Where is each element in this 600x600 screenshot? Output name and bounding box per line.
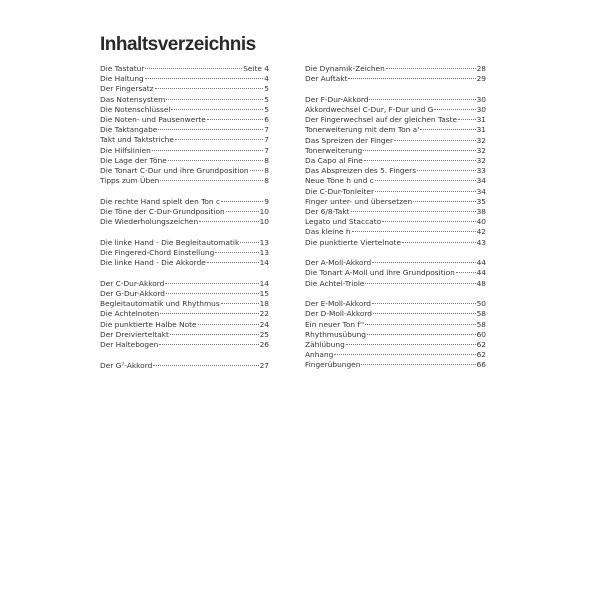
dot-leader bbox=[413, 201, 475, 202]
toc-entry-title: Tipps zum Üben bbox=[100, 176, 160, 186]
toc-entry-page: 7 bbox=[264, 145, 269, 155]
toc-entry bbox=[305, 330, 486, 340]
toc-entry-page: 31 bbox=[476, 115, 486, 125]
dot-leader bbox=[226, 211, 259, 212]
toc-group bbox=[100, 361, 269, 371]
toc-entry-title: Die linke Hand - Die Akkorde bbox=[100, 258, 206, 268]
toc-entry-page: 5 bbox=[264, 94, 269, 104]
dot-leader bbox=[363, 150, 475, 151]
toc-entry-title: Der C-Dur-Akkord bbox=[100, 278, 165, 288]
toc-entry-page: 26 bbox=[259, 340, 269, 349]
toc-entry bbox=[100, 289, 269, 299]
toc-entry-title: Die Töne der C-Dur-Grundposition bbox=[100, 206, 225, 216]
dot-leader bbox=[372, 303, 476, 304]
toc-entry-title: Die Fingered-Chord Einstellung bbox=[100, 248, 215, 257]
toc-entry bbox=[100, 176, 269, 186]
toc-entry bbox=[305, 64, 486, 74]
toc-entry-title: Die Notenschlüssel bbox=[100, 104, 171, 114]
dot-leader bbox=[373, 313, 476, 314]
toc-entry-page: 5 bbox=[264, 104, 269, 114]
toc-entry-page: 43 bbox=[476, 237, 486, 247]
toc-entry bbox=[100, 309, 269, 319]
toc-entry bbox=[305, 258, 486, 268]
toc-entry-title: Zählübung bbox=[305, 340, 345, 349]
toc-entry-page: 32 bbox=[476, 145, 486, 155]
dot-leader bbox=[434, 109, 475, 110]
toc-entry bbox=[305, 74, 486, 84]
toc-entry bbox=[100, 217, 269, 227]
toc-entry-title: Da Capo al Fine bbox=[305, 156, 363, 165]
dot-leader bbox=[386, 68, 476, 69]
toc-entry bbox=[305, 360, 486, 370]
toc-entry-page: 33 bbox=[476, 166, 486, 176]
toc-group bbox=[100, 197, 269, 228]
toc-entry-title: Die Dynamik-Zeichen bbox=[305, 64, 385, 73]
dot-leader bbox=[365, 283, 475, 284]
toc-entry-title: Tonerweiterung bbox=[305, 145, 363, 155]
toc-entry-page: 66 bbox=[476, 360, 486, 370]
toc-entry-page: 29 bbox=[476, 74, 486, 84]
toc-entry bbox=[305, 309, 486, 319]
toc-entry-page: 27 bbox=[259, 360, 269, 370]
toc-entry-page: 58 bbox=[476, 309, 486, 319]
toc-entry-page: 15 bbox=[259, 289, 269, 299]
toc-entry-title: Der A-Moll-Akkord bbox=[305, 258, 372, 268]
toc-entry bbox=[100, 74, 269, 84]
toc-entry-title: Der Fingersatz bbox=[100, 84, 154, 94]
toc-entry-page: 34 bbox=[476, 186, 486, 196]
dot-leader bbox=[458, 119, 476, 120]
toc-entry-page: 30 bbox=[476, 105, 486, 115]
dot-leader bbox=[160, 313, 258, 314]
dot-leader bbox=[240, 242, 258, 243]
dot-leader bbox=[207, 119, 264, 120]
toc-entry-title: Die rechte Hand spielt den Ton c bbox=[100, 196, 221, 206]
toc-entry-title: Finger unter- und übersetzen bbox=[305, 196, 413, 206]
dot-leader bbox=[221, 303, 259, 304]
dot-leader bbox=[152, 150, 263, 151]
toc-entry bbox=[100, 320, 269, 330]
toc-entry bbox=[305, 238, 486, 248]
toc-entry-page: 7 bbox=[264, 135, 269, 145]
toc-entry bbox=[100, 84, 269, 94]
toc-entry bbox=[305, 320, 486, 330]
toc-entry-page: 35 bbox=[476, 196, 486, 206]
toc-entry-page: 28 bbox=[476, 64, 486, 73]
toc-entry-title: Die Tonart C-Dur und ihre Grundposition bbox=[100, 165, 249, 175]
toc-entry-page: 25 bbox=[259, 329, 269, 339]
dot-leader bbox=[402, 242, 476, 243]
dot-leader bbox=[364, 160, 476, 161]
dot-leader bbox=[417, 170, 476, 171]
toc-entry bbox=[305, 187, 486, 197]
toc-entry-page: 6 bbox=[264, 114, 269, 124]
dot-leader bbox=[171, 109, 263, 110]
toc-entry bbox=[100, 258, 269, 268]
toc-entry bbox=[100, 115, 269, 125]
toc-entry-title: Das Abspreizen des 5. Fingers bbox=[305, 166, 417, 176]
dot-leader bbox=[346, 344, 476, 345]
toc-entry bbox=[305, 95, 486, 105]
dot-leader bbox=[165, 283, 258, 284]
toc-entry-page: 31 bbox=[476, 125, 486, 135]
toc-entry-title: Akkordwechsel C-Dur, F-Dur und G bbox=[305, 105, 434, 115]
toc-entry-title: Die punktierte Viertelnote bbox=[305, 237, 401, 247]
toc-entry-title: Der E-Moll-Akkord bbox=[305, 299, 371, 309]
toc-left-column bbox=[100, 64, 269, 381]
dot-leader bbox=[155, 88, 264, 89]
toc-entry-title: Rhythmusübung bbox=[305, 329, 366, 339]
toc-entry bbox=[100, 279, 269, 289]
dot-leader bbox=[160, 180, 263, 181]
dot-leader bbox=[351, 211, 476, 212]
toc-entry-title: Takt und Taktstriche bbox=[100, 135, 174, 145]
toc-entry-title: Die Tonart A-Moll und ihre Grundposition bbox=[305, 268, 455, 278]
toc-entry-page: 10 bbox=[259, 206, 269, 216]
toc-entry bbox=[100, 207, 269, 217]
toc-entry-page: 5 bbox=[264, 84, 269, 94]
toc-entry bbox=[305, 197, 486, 207]
toc-entry bbox=[100, 105, 269, 115]
toc-entry-page: 14 bbox=[259, 258, 269, 268]
dot-leader bbox=[372, 262, 475, 263]
toc-entry-title: Der Dreivierteltakt bbox=[100, 329, 169, 339]
toc-entry-title: Die Hilfslinien bbox=[100, 145, 151, 155]
toc-entry bbox=[100, 361, 269, 371]
toc-entry bbox=[100, 95, 269, 105]
toc-entry-title: Legato und Staccato bbox=[305, 217, 382, 227]
dot-leader bbox=[334, 354, 475, 355]
toc-group bbox=[305, 95, 486, 248]
toc-entry bbox=[100, 135, 269, 145]
toc-group bbox=[100, 64, 269, 186]
toc-entry bbox=[100, 299, 269, 309]
toc-group bbox=[100, 238, 269, 269]
dot-leader bbox=[145, 68, 242, 69]
dot-leader bbox=[175, 139, 263, 140]
toc-entry bbox=[100, 146, 269, 156]
dot-leader bbox=[365, 324, 476, 325]
toc-entry bbox=[100, 64, 269, 74]
toc-entry-title: Die C-Dur-Tonleiter bbox=[305, 186, 374, 196]
toc-entry-page: 8 bbox=[264, 176, 269, 186]
toc-entry-page: 60 bbox=[476, 329, 486, 339]
toc-entry-page: 32 bbox=[476, 135, 486, 145]
toc-entry-title: Tonerweiterung mit dem Ton a' bbox=[305, 125, 420, 135]
dot-leader bbox=[348, 78, 475, 79]
toc-entry bbox=[305, 227, 486, 237]
toc-entry-title: Der D-Moll-Akkord bbox=[305, 309, 372, 319]
toc-entry-page: 8 bbox=[264, 165, 269, 175]
toc-entry-title: Anhang bbox=[305, 350, 334, 360]
dot-leader bbox=[153, 365, 258, 366]
toc-entry-title: Das Spreizen der Finger bbox=[305, 135, 394, 145]
toc-entry bbox=[100, 156, 269, 166]
dot-leader bbox=[198, 324, 259, 325]
toc-entry-page: 14 bbox=[259, 278, 269, 288]
toc-entry-title: Die Tastatur bbox=[100, 64, 145, 73]
toc-entry-page: Seite 4 bbox=[243, 64, 269, 73]
toc-entry-title: Der Auftakt bbox=[305, 74, 348, 84]
toc-entry-page: 34 bbox=[476, 176, 486, 186]
dot-leader bbox=[221, 201, 263, 202]
toc-entry-title: Das kleine h bbox=[305, 227, 351, 237]
toc-entry-page: 13 bbox=[259, 248, 269, 257]
toc-entry-title: Die Achtel-Triole bbox=[305, 278, 365, 288]
toc-entry-page: 62 bbox=[476, 350, 486, 360]
toc-entry bbox=[305, 105, 486, 115]
dot-leader bbox=[158, 129, 263, 130]
toc-entry-page: 40 bbox=[476, 217, 486, 227]
toc-entry-page: 22 bbox=[259, 309, 269, 319]
toc-entry-page: 8 bbox=[264, 155, 269, 165]
toc-entry-title: Die Noten- und Pausenwerte bbox=[100, 114, 206, 124]
toc-entry-page: 48 bbox=[476, 278, 486, 288]
toc-entry-title: Fingerübungen bbox=[305, 360, 361, 370]
toc-entry-title: Der G-Dur-Akkord bbox=[100, 289, 165, 299]
toc-entry bbox=[305, 176, 486, 186]
toc-entry bbox=[305, 268, 486, 278]
toc-entry-title: Neue Töne h und c bbox=[305, 176, 374, 186]
toc-entry-title: Die Wiederholungszeichen bbox=[100, 217, 199, 227]
toc-entry bbox=[305, 136, 486, 146]
toc-group bbox=[305, 64, 486, 84]
dot-leader bbox=[166, 293, 259, 294]
toc-group bbox=[100, 279, 269, 350]
toc-entry-page: 58 bbox=[476, 319, 486, 329]
dot-leader bbox=[207, 262, 259, 263]
toc-entry-page: 44 bbox=[476, 268, 486, 278]
toc-entry bbox=[100, 125, 269, 135]
dot-leader bbox=[420, 129, 475, 130]
toc-entry bbox=[100, 248, 269, 258]
toc-group bbox=[305, 299, 486, 370]
dot-leader bbox=[369, 99, 475, 100]
dot-leader bbox=[170, 334, 259, 335]
toc-entry-page: 4 bbox=[264, 74, 269, 84]
toc-entry-page: 7 bbox=[264, 125, 269, 135]
toc-group bbox=[305, 258, 486, 289]
toc-entry bbox=[305, 299, 486, 309]
toc-entry-title: Der G⁷-Akkord bbox=[100, 360, 153, 370]
toc-entry-title: Die Lage der Töne bbox=[100, 155, 167, 165]
toc-entry-page: 30 bbox=[476, 94, 486, 104]
dot-leader bbox=[456, 272, 476, 273]
dot-leader bbox=[215, 252, 258, 253]
toc-entry-title: Die Haltung bbox=[100, 74, 144, 84]
toc-entry-title: Ein neuer Ton f'' bbox=[305, 319, 365, 329]
toc-entry bbox=[305, 279, 486, 289]
dot-leader bbox=[367, 334, 476, 335]
toc-entry bbox=[100, 238, 269, 248]
toc-entry bbox=[305, 125, 486, 135]
toc-entry bbox=[305, 115, 486, 125]
toc-entry bbox=[305, 166, 486, 176]
toc-entry-title: Begleitautomatik und Rhythmus bbox=[100, 299, 220, 309]
dot-leader bbox=[168, 160, 263, 161]
dot-leader bbox=[166, 99, 263, 100]
toc-entry bbox=[305, 340, 486, 350]
toc-entry-page: 42 bbox=[476, 227, 486, 237]
toc-entry-title: Das Notensystem bbox=[100, 94, 166, 104]
dot-leader bbox=[375, 191, 476, 192]
toc-entry bbox=[305, 217, 486, 227]
dot-leader bbox=[361, 364, 475, 365]
page-title: Inhaltsverzeichnis bbox=[100, 34, 256, 55]
toc-entry-title: Die punktierte Halbe Note bbox=[100, 319, 197, 329]
toc-entry-title: Die Achtelnoten bbox=[100, 309, 160, 319]
toc-entry-title: Der F-Dur-Akkord bbox=[305, 94, 369, 104]
toc-entry-page: 13 bbox=[259, 237, 269, 247]
toc-entry bbox=[305, 146, 486, 156]
toc-entry bbox=[100, 166, 269, 176]
dot-leader bbox=[250, 170, 264, 171]
toc-entry bbox=[100, 340, 269, 350]
toc-entry bbox=[305, 207, 486, 217]
toc-entry-page: 24 bbox=[259, 319, 269, 329]
toc-entry bbox=[305, 156, 486, 166]
dot-leader bbox=[145, 78, 264, 79]
dot-leader bbox=[394, 140, 476, 141]
toc-entry-page: 38 bbox=[476, 206, 486, 216]
dot-leader bbox=[159, 344, 258, 345]
toc-right-column bbox=[305, 64, 486, 381]
toc-entry-title: Der 6/8-Takt bbox=[305, 206, 350, 216]
toc-entry bbox=[100, 330, 269, 340]
toc-entry-page: 10 bbox=[259, 217, 269, 227]
toc-entry-page: 18 bbox=[259, 299, 269, 309]
toc-entry-title: Der Haltebogen bbox=[100, 340, 159, 349]
toc-entry-title: Der Fingerwechsel auf der gleichen Taste bbox=[305, 115, 458, 125]
dot-leader bbox=[382, 221, 475, 222]
dot-leader bbox=[375, 180, 476, 181]
dot-leader bbox=[199, 221, 258, 222]
toc-entry-page: 44 bbox=[476, 258, 486, 268]
toc-entry bbox=[100, 197, 269, 207]
toc-entry-title: Die Taktangabe bbox=[100, 125, 158, 135]
dot-leader bbox=[352, 231, 476, 232]
toc-entry-title: Die linke Hand - Die Begleitautomatik bbox=[100, 237, 240, 247]
toc-entry-page: 32 bbox=[476, 156, 486, 165]
toc-entry bbox=[305, 350, 486, 360]
toc-entry-page: 9 bbox=[264, 196, 269, 206]
toc-entry-page: 62 bbox=[476, 340, 486, 349]
toc-entry-page: 50 bbox=[476, 299, 486, 309]
